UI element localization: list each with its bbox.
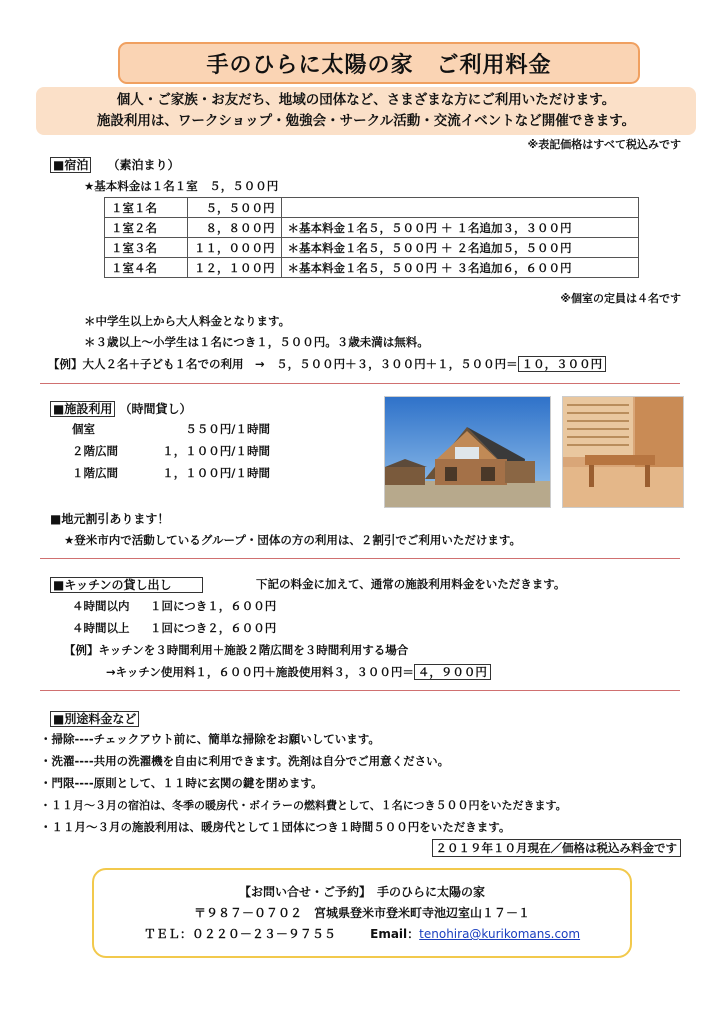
kitchen-example-total: ４，９００円 — [414, 664, 491, 680]
lodging-example — [48, 356, 606, 372]
kitchen-price: １回につき１，６００円 — [150, 599, 277, 613]
facility-section-title — [50, 400, 192, 417]
kitchen-label: ４時間以内 — [72, 599, 130, 613]
discount-heading: ■地元割引あります！ — [50, 512, 170, 526]
lodging-example-total: １０，３００円 — [518, 356, 607, 372]
discount-text: ★登米市内で活動しているグループ・団体の方の利用は、２割引でご利用いただけます。 — [64, 533, 521, 547]
lodging-subheading: （素泊まり） — [107, 158, 180, 172]
rate-note: ＊基本料金１名５，５００円 ＋ ３名追加６，６００円 — [281, 258, 639, 278]
divider — [40, 690, 680, 691]
contact-tel: ＴＥＬ：０２２０－２３－９７５５ — [143, 927, 336, 941]
kitchen-heading: ■キッチンの貸し出し — [50, 577, 203, 593]
rate-people: １室４名 — [105, 258, 188, 278]
intro-line-1: 個人・ご家族・お友だち、地域の団体など、さまざまな方にご利用いただけます。 — [116, 92, 616, 108]
kitchen-example-line1: 【例】キッチンを３時間利用＋施設２階広間を３時間利用する場合 — [64, 643, 409, 657]
kitchen-example-line2 — [106, 664, 491, 680]
kitchen-note: 下記の料金に加えて、通常の施設利用料金をいただきます。 — [256, 577, 566, 591]
intro-line-2: 施設利用は、ワークショップ・勉強会・サークル活動・交流イベントなど開催できます。 — [96, 113, 636, 129]
facility-row-1f — [72, 465, 270, 481]
intro-banner — [36, 87, 696, 135]
facility-name: 個室 — [72, 422, 95, 436]
kitchen-row-short — [72, 598, 276, 614]
contact-line1: 【お問い合せ・ご予約】 手のひらに太陽の家 — [238, 885, 485, 899]
lodging-heading: ■宿泊 — [50, 157, 91, 173]
page-title: 手のひらに太陽の家 ご利用料金 — [118, 42, 640, 84]
contact-email-label: Email： — [370, 927, 420, 941]
table-row — [105, 218, 639, 238]
lodging-section-title — [50, 156, 180, 173]
interior-photo — [562, 396, 684, 508]
contact-tel-email — [94, 924, 630, 945]
facility-price: １，１００円/１時間 — [162, 466, 270, 480]
facility-subheading: （時間貸し） — [119, 402, 192, 416]
list-item: ・１１月～３月の施設利用は、暖房代として１団体につき１時間５００円をいただきます。 — [40, 820, 511, 834]
rate-price: １２，１００円 — [188, 258, 282, 278]
rate-price: １１，０００円 — [188, 238, 282, 258]
lodging-basic-rate: ★基本料金は１名１室 ５，５００円 — [84, 179, 279, 193]
rate-note — [281, 198, 639, 218]
rate-people: １室２名 — [105, 218, 188, 238]
house-exterior-photo — [384, 396, 551, 508]
facility-name: ２階広間 — [72, 444, 118, 458]
contact-address: 〒９８７－０７０２ 宮城県登米市登米町寺池辺室山１７－１ — [193, 906, 530, 920]
facility-row-2f — [72, 443, 270, 459]
kitchen-row-long — [72, 620, 276, 636]
rate-people: １室１名 — [105, 198, 188, 218]
table-row — [105, 238, 639, 258]
list-item: ・１１月～３月の宿泊は、冬季の暖房代・ボイラーの燃料費として、１名につき５００円をいただきます。 — [40, 799, 567, 812]
facility-price: ５５０円/１時間 — [185, 422, 270, 436]
lodging-rate-table — [104, 197, 639, 278]
facility-heading: ■施設利用 — [50, 401, 115, 417]
facility-row-private — [72, 421, 270, 437]
facility-name: １階広間 — [72, 466, 118, 480]
kitchen-section-title — [50, 576, 203, 593]
child-fee-note: ＊３歳以上～小学生は１名につき１，５００円。３歳未満は無料。 — [84, 335, 429, 349]
extra-heading: ■別途料金など — [50, 711, 139, 727]
rate-price: ５，５００円 — [188, 198, 282, 218]
rate-note: ＊基本料金１名５，５００円 ＋ ２名追加５，５００円 — [281, 238, 639, 258]
price-date-note: ２０１９年１０月現在／価格は税込み料金です — [432, 839, 682, 857]
extra-section-title — [50, 710, 139, 727]
list-item: ・掃除----チェックアウト前に、簡単な掃除をお願いしています。 — [40, 732, 380, 746]
list-item: ・門限----原則として、１１時に玄関の鍵を閉めます。 — [40, 776, 323, 790]
kitchen-price: １回につき２，６００円 — [150, 621, 277, 635]
list-item: ・洗濯----共用の洗濯機を自由に利用できます。洗剤は自分でご用意ください。 — [40, 754, 450, 768]
facility-price: １，１００円/１時間 — [162, 444, 270, 458]
kitchen-example-text: →キッチン使用料１，６００円＋施設使用料３，３００円＝ — [106, 665, 414, 679]
table-row — [105, 198, 639, 218]
kitchen-label: ４時間以上 — [72, 621, 130, 635]
rate-price: ８，８００円 — [188, 218, 282, 238]
contact-box — [92, 868, 632, 958]
contact-email-link[interactable]: tenohira@kurikomans.com — [419, 927, 581, 941]
rate-people: １室３名 — [105, 238, 188, 258]
adult-fee-note: ＊中学生以上から大人料金となります。 — [84, 314, 291, 328]
tax-note: ※表記価格はすべて税込みです — [527, 138, 681, 151]
capacity-note: ※個室の定員は４名です — [560, 292, 681, 305]
lodging-example-text: 【例】大人２名＋子ども１名での利用 → ５，５００円＋３，３００円＋１，５００円＝ — [48, 357, 518, 371]
table-row — [105, 258, 639, 278]
divider — [40, 383, 680, 384]
divider — [40, 558, 680, 559]
rate-note: ＊基本料金１名５，５００円 ＋ １名追加３，３００円 — [281, 218, 639, 238]
